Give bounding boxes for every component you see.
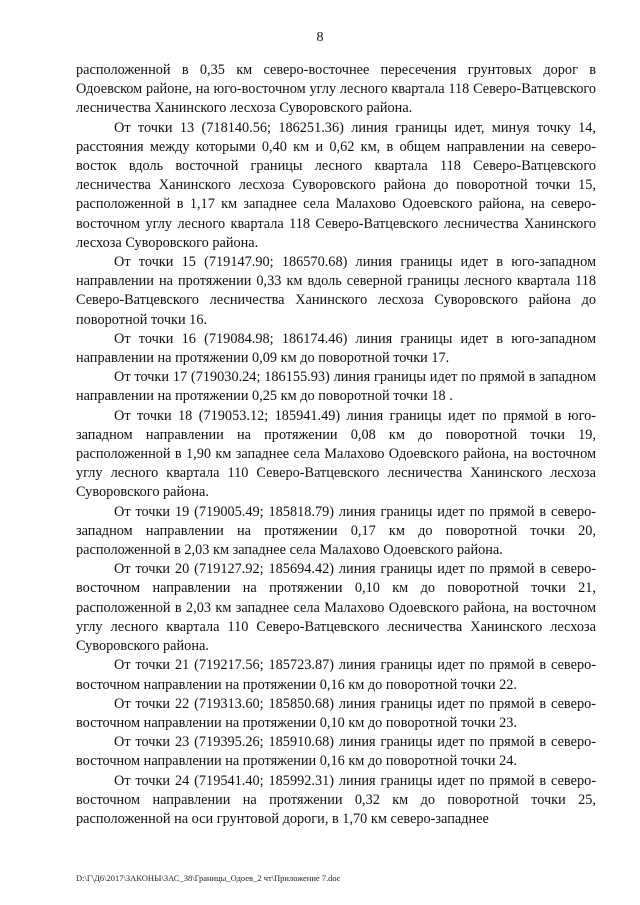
paragraph: От точки 15 (719147.90; 186570.68) линия границы идет в юго-западном направлении на протяжении 0,33 км вдоль северной границы лесного квартала 118 Северо-Ватцевского лесничества Ханинского лесхоза Суворовского района до поворотной точки 16. (76, 254, 596, 328)
paragraph: От точки 21 (719217.56; 185723.87) линия границы идет по прямой в северо-восточном направлении на протяжении 0,16 км до поворотной точки 22. (76, 657, 596, 693)
paragraph: От точки 24 (719541.40; 185992.31) линия границы идет по прямой в северо-восточном направлении на протяжении 0,32 км до поворотной точки 25, расположенной на оси грунтовой дороги, в 1,70 км северо-западнее (76, 772, 596, 827)
paragraph: От точки 22 (719313.60; 185850.68) линия границы идет по прямой в северо-восточном направлении на протяжении 0,10 км до поворотной точки 23. (76, 695, 596, 731)
paragraph: расположенной в 0,35 км северо-восточнее пересечения грунтовых дорог в Одоевском районе, на юго-восточном углу лесного квартала 118 Северо-Ватцевского лесничества Ханинского лесхоза Суворовского района. (76, 62, 596, 117)
document-body (76, 61, 596, 829)
page-number: 8 (316, 30, 324, 45)
footer-file-path: D:\Г\Д6\2017\ЗАКОНЫ\ЗАС_38\Границы_Одоев_2 чт\Приложение 7.doc (76, 873, 341, 883)
paragraph: От точки 17 (719030.24; 186155.93) линия границы идет по прямой в западном направлении на протяжении 0,25 км до поворотной точки 18 . (76, 369, 596, 405)
paragraph: От точки 23 (719395.26; 185910.68) линия границы идет по прямой в северо-восточном направлении на протяжении 0,16 км до поворотной точки 24. (76, 734, 596, 770)
paragraph: От точки 18 (719053.12; 185941.49) линия границы идет по прямой в юго-западном направлении на протяжении 0,08 км до поворотной точки 19, расположенной в 1,90 км западнее села Малахово Одоевского района, на восточном углу лесного квартала 110 Северо-Ватцевского лесничества Ханинского лесхоза Суворовского района. (76, 407, 596, 501)
paragraph: От точки 20 (719127.92; 185694.42) линия границы идет по прямой в северо-восточном направлении на протяжении 0,10 км до поворотной точки 21, расположенной в 2,03 км западнее села Малахово Одоевского района, на восточном углу лесного квартала 110 Северо-Ватцевского лесничества Ханинского лесхоза Суворовского района. (76, 561, 596, 655)
paragraph: От точки 13 (718140.56; 186251.36) линия границы идет, минуя точку 14, расстояния между которыми 0,40 км и 0,62 км, в общем направлении на северо-восток вдоль восточной границы лесного квартала 118 Северо-Ватцевского лесничества Ханинского лесхоза Суворовского района до поворотной точки 15, расположенной в 1,17 км западнее села Малахово Одоевского района, на северо-восточном углу лесного квартала 118 Северо-Ватцевского лесничества Ханинского лесхоза Суворовского района. (76, 119, 596, 251)
paragraph: От точки 19 (719005.49; 185818.79) линия границы идет по прямой в северо-западном направлении на протяжении 0,17 км до поворотной точки 20, расположенной в 2,03 км западнее села Малахово Одоевского района. (76, 503, 596, 559)
paragraph: От точки 16 (719084.98; 186174.46) линия границы идет в юго-западном направлении на протяжении 0,09 км до поворотной точки 17. (76, 330, 596, 367)
